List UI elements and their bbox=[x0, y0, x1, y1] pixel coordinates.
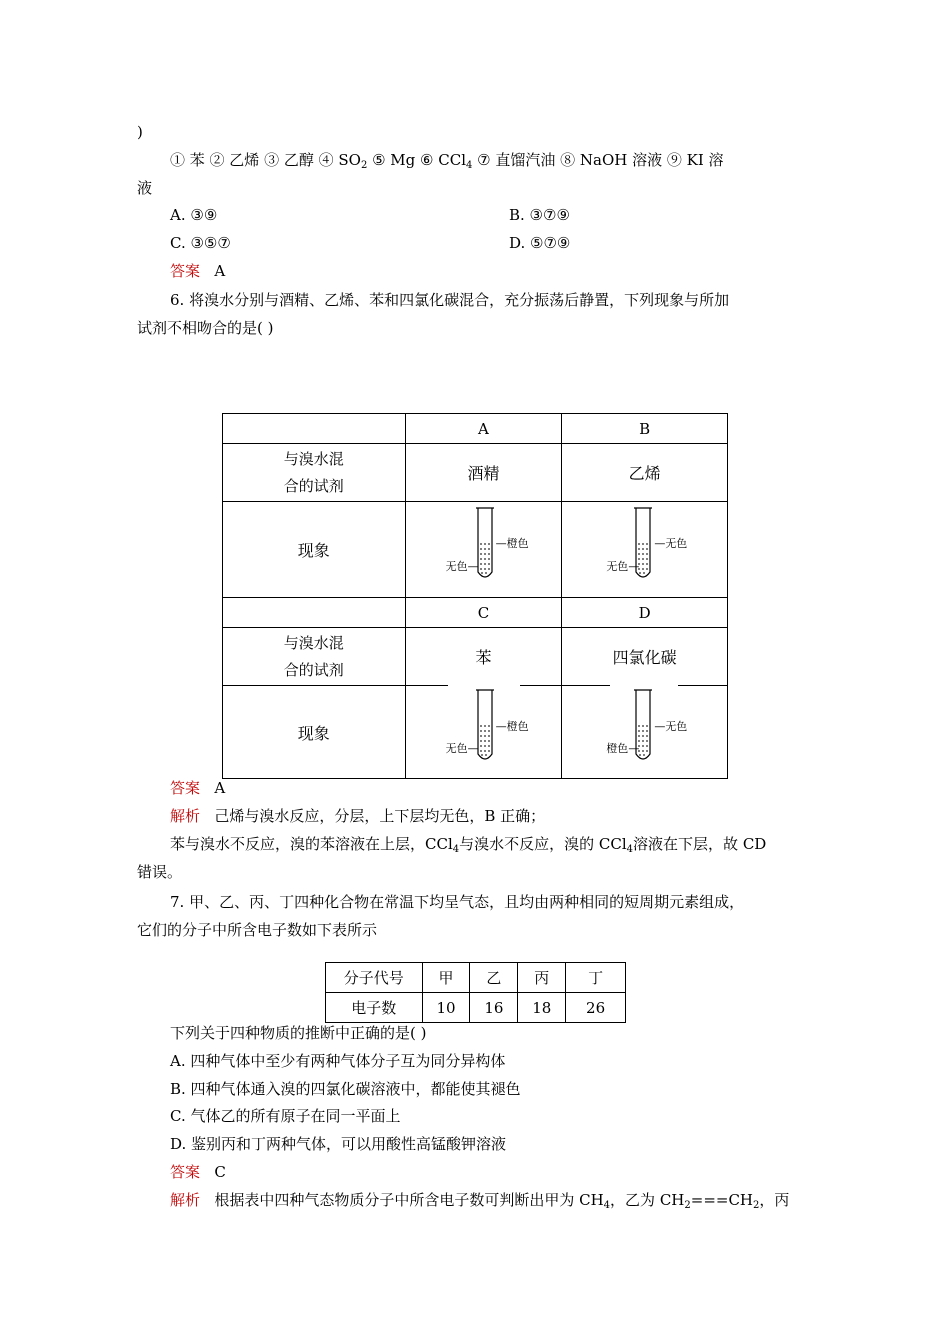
q6-analysis-line2: 苯与溴水不反应，溴的苯溶液在上层，CCl$_4$与溴水不反应，溴的 CCl$_4$溶液在下层，故 CD bbox=[170, 835, 767, 855]
table-header-cell: 乙 bbox=[470, 963, 518, 993]
q6-answer: 答案 A bbox=[170, 779, 226, 797]
q6-analysis-line3: 错误。 bbox=[137, 863, 183, 881]
q5-option-a: A. ③⑨ bbox=[170, 206, 218, 224]
q5-paren: ) bbox=[137, 123, 143, 141]
analysis-label: 解析 bbox=[170, 807, 201, 825]
reagent-b: 乙烯 bbox=[562, 444, 728, 502]
col-header-b: B bbox=[562, 414, 728, 444]
q7-stem-line2: 它们的分子中所含电子数如下表所示 bbox=[137, 921, 378, 939]
q7-option-c: C. 气体乙的所有原子在同一平面上 bbox=[170, 1107, 401, 1125]
col-header-d: D bbox=[562, 598, 728, 628]
table-header-cell: 丙 bbox=[518, 963, 566, 993]
q7-option-b: B. 四种气体通入溴的四氯化碳溶液中，都能使其褪色 bbox=[170, 1080, 521, 1098]
tube-d-upper-label: —无色 bbox=[654, 720, 688, 733]
q6-table bbox=[222, 413, 728, 779]
q7-stem-line1: 7. 甲、乙、丙、丁四种化合物在常温下均呈气态，且均由两种相同的短周期元素组成， bbox=[170, 893, 745, 911]
reagent-label-2: 与溴水混 合的试剂 bbox=[223, 628, 406, 686]
q6-stem-line2: 试剂不相吻合的是( ) bbox=[137, 319, 274, 337]
tube-cell-d bbox=[562, 686, 728, 779]
tube-a-upper-label: —橙色 bbox=[495, 537, 529, 550]
analysis-label: 解析 bbox=[170, 1191, 201, 1209]
q6-stem-line1: 6. 将溴水分别与酒精、乙烯、苯和四氯化碳混合，充分振荡后静置，下列现象与所加 bbox=[170, 291, 730, 309]
divider-gap bbox=[610, 684, 678, 687]
q6-analysis-line1: 解析 己烯与溴水反应，分层，上下层均无色，B 正确； bbox=[170, 807, 546, 825]
tube-d-lower-label: 橙色— bbox=[606, 742, 640, 755]
q5-option-d: D. ⑤⑦⑨ bbox=[509, 234, 571, 252]
table-corner bbox=[223, 414, 406, 444]
q7-option-d: D. 鉴别丙和丁两种气体，可以用酸性高锰酸钾溶液 bbox=[170, 1135, 507, 1153]
col-header-c: C bbox=[405, 598, 562, 628]
reagent-c: 苯 bbox=[405, 628, 562, 686]
reagent-label: 与溴水混 合的试剂 bbox=[223, 444, 406, 502]
tube-cell-b bbox=[562, 502, 728, 598]
q7-answer: 答案 C bbox=[170, 1163, 226, 1181]
q5-items-line1: ① 苯 ② 乙烯 ③ 乙醇 ④ $SO_2$ ⑤ Mg ⑥ CCl$_4$ ⑦ 直馏汽油 ⑧ NaOH 溶液 ⑨ KI 溶 bbox=[170, 151, 724, 171]
tube-cell-a bbox=[405, 502, 562, 598]
q5-answer: 答案 A bbox=[170, 262, 226, 280]
phenomenon-label: 现象 bbox=[223, 502, 406, 598]
table-header-cell: 丁 bbox=[566, 963, 626, 993]
table-cell: 10 bbox=[422, 993, 470, 1023]
table-cell: 16 bbox=[470, 993, 518, 1023]
q5-items-line2: 液 bbox=[137, 179, 153, 197]
q7-analysis: 解析 根据表中四种气态物质分子中所含电子数可判断出甲为 $CH_4$，乙为 $CH_2===CH_2$，丙 bbox=[170, 1191, 790, 1211]
table-cell: 26 bbox=[566, 993, 626, 1023]
tube-cell-c bbox=[405, 686, 562, 779]
table-cell: 电子数 bbox=[326, 993, 423, 1023]
tube-b-lower-label: 无色— bbox=[606, 560, 640, 573]
tube-c-lower-label: 无色— bbox=[445, 742, 479, 755]
reagent-a: 酒精 bbox=[405, 444, 562, 502]
divider-gap bbox=[448, 684, 520, 687]
table-header-cell: 分子代号 bbox=[326, 963, 423, 993]
q5-option-b: B. ③⑦⑨ bbox=[509, 206, 570, 224]
q5-option-c: C. ③⑤⑦ bbox=[170, 234, 231, 252]
answer-label: 答案 bbox=[170, 262, 201, 280]
answer-label: 答案 bbox=[170, 1163, 201, 1181]
table-cell: 18 bbox=[518, 993, 566, 1023]
q7-option-a: A. 四种气体中至少有两种气体分子互为同分异构体 bbox=[170, 1052, 506, 1070]
tube-b-upper-label: —无色 bbox=[654, 537, 688, 550]
phenomenon-label-2: 现象 bbox=[223, 686, 406, 779]
col-header-a: A bbox=[405, 414, 562, 444]
tube-c-upper-label: —橙色 bbox=[495, 720, 529, 733]
q7-table bbox=[325, 962, 626, 1023]
answer-label: 答案 bbox=[170, 779, 201, 797]
reagent-d: 四氯化碳 bbox=[562, 628, 728, 686]
tube-a-lower-label: 无色— bbox=[445, 560, 479, 573]
q7-question: 下列关于四种物质的推断中正确的是( ) bbox=[170, 1024, 427, 1042]
table-header-cell: 甲 bbox=[422, 963, 470, 993]
table-corner-2 bbox=[223, 598, 406, 628]
